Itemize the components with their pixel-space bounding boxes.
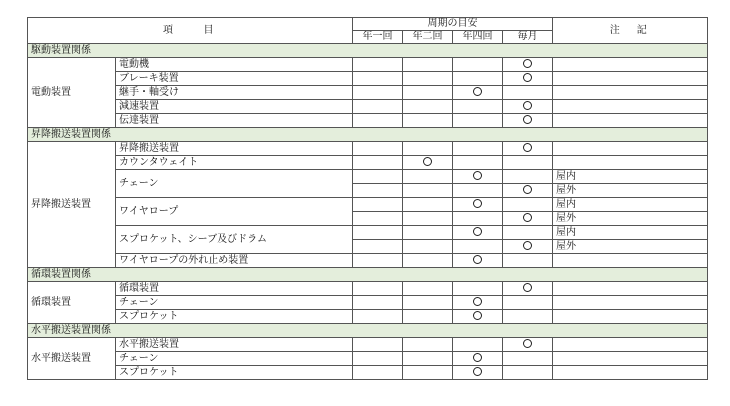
category-cell: 昇降搬送装置 (28, 142, 116, 268)
period-quarterly-cell (453, 338, 503, 352)
table-row (28, 366, 708, 380)
note-cell (553, 296, 708, 310)
period-semiannual-cell (403, 212, 453, 226)
circle-mark-icon (523, 73, 532, 82)
period-monthly-cell (503, 226, 553, 240)
period-monthly-cell (503, 310, 553, 324)
section-title: 水平搬送装置関係 (28, 324, 708, 338)
period-quarterly-cell (453, 282, 503, 296)
category-cell: 電動装置 (28, 58, 116, 128)
circle-mark-icon (523, 339, 532, 348)
period-semiannual-cell (403, 198, 453, 212)
table-row (28, 156, 708, 170)
period-monthly-cell (503, 156, 553, 170)
period-semiannual-cell (403, 296, 453, 310)
item-cell: 減速装置 (116, 100, 353, 114)
note-column-header: 注 記 (553, 18, 708, 44)
item-cell: スプロケット、シーブ及びドラム (116, 226, 353, 254)
period-quarterly-cell (453, 240, 503, 254)
section-header-row (28, 324, 708, 338)
period-annual-cell (353, 338, 403, 352)
period-monthly-cell (503, 282, 553, 296)
note-cell (553, 338, 708, 352)
period-semiannual-cell (403, 86, 453, 100)
note-cell (553, 58, 708, 72)
circle-mark-icon (523, 213, 532, 222)
period-semiannual-cell (403, 310, 453, 324)
period-quarterly-cell (453, 366, 503, 380)
period-quarterly-cell (453, 100, 503, 114)
period-monthly-cell (503, 296, 553, 310)
note-cell (553, 114, 708, 128)
period-quarterly-cell (453, 72, 503, 86)
period-monthly-header: 毎月 (503, 31, 553, 44)
note-cell (553, 100, 708, 114)
table-row (28, 282, 708, 296)
period-semiannual-cell (403, 352, 453, 366)
period-annual-cell (353, 352, 403, 366)
period-monthly-cell (503, 100, 553, 114)
item-cell: 電動機 (116, 58, 353, 72)
table-row (28, 58, 708, 72)
note-cell (553, 254, 708, 268)
period-annual-cell (353, 296, 403, 310)
table-row (28, 100, 708, 114)
item-cell: ワイヤロープの外れ止め装置 (116, 254, 353, 268)
period-annual-cell (353, 226, 403, 240)
table-row (28, 226, 708, 240)
table-row (28, 170, 708, 184)
period-monthly-cell (503, 142, 553, 156)
table-row (28, 142, 708, 156)
period-annual-cell (353, 282, 403, 296)
period-quarterly-cell (453, 254, 503, 268)
item-cell: スプロケット (116, 366, 353, 380)
circle-mark-icon (523, 59, 532, 68)
note-cell (553, 86, 708, 100)
period-annual-cell (353, 142, 403, 156)
period-annual-cell (353, 58, 403, 72)
period-monthly-cell (503, 198, 553, 212)
period-annual-cell (353, 72, 403, 86)
table-row (28, 338, 708, 352)
note-cell (553, 310, 708, 324)
period-semiannual-cell (403, 170, 453, 184)
period-annual-header: 年一回 (353, 31, 403, 44)
period-monthly-cell (503, 58, 553, 72)
item-cell: 伝達装置 (116, 114, 353, 128)
circle-mark-icon (473, 367, 482, 376)
section-title: 駆動装置関係 (28, 44, 708, 58)
period-annual-cell (353, 198, 403, 212)
period-quarterly-header: 年四回 (453, 31, 503, 44)
circle-mark-icon (473, 171, 482, 180)
period-semiannual-cell (403, 142, 453, 156)
period-quarterly-cell (453, 156, 503, 170)
table-row (28, 72, 708, 86)
period-quarterly-cell (453, 198, 503, 212)
table-row (28, 254, 708, 268)
period-quarterly-cell (453, 142, 503, 156)
period-monthly-cell (503, 338, 553, 352)
note-cell (553, 156, 708, 170)
section-title: 昇降搬送装置関係 (28, 128, 708, 142)
category-cell: 水平搬送装置 (28, 338, 116, 380)
section-title: 循環装置関係 (28, 268, 708, 282)
category-cell: 循環装置 (28, 282, 116, 324)
period-monthly-cell (503, 352, 553, 366)
circle-mark-icon (473, 255, 482, 264)
period-monthly-cell (503, 170, 553, 184)
period-quarterly-cell (453, 352, 503, 366)
period-monthly-cell (503, 86, 553, 100)
section-header-row (28, 128, 708, 142)
period-semiannual-cell (403, 254, 453, 268)
period-monthly-cell (503, 72, 553, 86)
item-cell: 循環装置 (116, 282, 353, 296)
period-annual-cell (353, 156, 403, 170)
note-cell: 屋外 (553, 240, 708, 254)
table-row (28, 198, 708, 212)
note-cell (553, 142, 708, 156)
period-monthly-cell (503, 184, 553, 198)
item-cell: 昇降搬送装置 (116, 142, 353, 156)
period-annual-cell (353, 184, 403, 198)
note-cell: 屋内 (553, 170, 708, 184)
section-header-row (28, 268, 708, 282)
table-row (28, 114, 708, 128)
table-row (28, 310, 708, 324)
period-monthly-cell (503, 240, 553, 254)
period-annual-cell (353, 240, 403, 254)
table-row (28, 352, 708, 366)
table-header-row (28, 18, 708, 31)
circle-mark-icon (523, 283, 532, 292)
circle-mark-icon (523, 241, 532, 250)
circle-mark-icon (523, 101, 532, 110)
table-row (28, 296, 708, 310)
note-cell (553, 282, 708, 296)
period-annual-cell (353, 212, 403, 226)
period-monthly-cell (503, 366, 553, 380)
period-annual-cell (353, 310, 403, 324)
period-quarterly-cell (453, 114, 503, 128)
circle-mark-icon (473, 199, 482, 208)
note-cell (553, 352, 708, 366)
period-annual-cell (353, 86, 403, 100)
period-quarterly-cell (453, 170, 503, 184)
item-column-header: 項 目 (28, 18, 353, 44)
circle-mark-icon (473, 297, 482, 306)
period-monthly-cell (503, 254, 553, 268)
note-cell: 屋外 (553, 212, 708, 226)
period-annual-cell (353, 114, 403, 128)
item-cell: チェーン (116, 352, 353, 366)
note-cell (553, 72, 708, 86)
period-semiannual-cell (403, 184, 453, 198)
item-cell: スプロケット (116, 310, 353, 324)
note-cell (553, 366, 708, 380)
period-semiannual-cell (403, 282, 453, 296)
period-semiannual-cell (403, 58, 453, 72)
item-cell: ブレーキ装置 (116, 72, 353, 86)
circle-mark-icon (473, 227, 482, 236)
section-header-row (28, 44, 708, 58)
period-annual-cell (353, 366, 403, 380)
period-semiannual-cell (403, 114, 453, 128)
circle-mark-icon (423, 157, 432, 166)
period-quarterly-cell (453, 212, 503, 226)
period-semiannual-header: 年二回 (403, 31, 453, 44)
circle-mark-icon (473, 311, 482, 320)
period-quarterly-cell (453, 226, 503, 240)
circle-mark-icon (473, 87, 482, 96)
period-semiannual-cell (403, 156, 453, 170)
inspection-schedule-table (27, 17, 708, 380)
period-quarterly-cell (453, 58, 503, 72)
circle-mark-icon (523, 115, 532, 124)
period-annual-cell (353, 100, 403, 114)
period-monthly-cell (503, 114, 553, 128)
item-cell: 継手・軸受け (116, 86, 353, 100)
period-monthly-cell (503, 212, 553, 226)
period-quarterly-cell (453, 86, 503, 100)
item-cell: カウンタウェイト (116, 156, 353, 170)
period-annual-cell (353, 170, 403, 184)
period-semiannual-cell (403, 240, 453, 254)
period-semiannual-cell (403, 100, 453, 114)
period-semiannual-cell (403, 366, 453, 380)
period-semiannual-cell (403, 226, 453, 240)
item-cell: 水平搬送装置 (116, 338, 353, 352)
period-annual-cell (353, 254, 403, 268)
note-cell: 屋内 (553, 226, 708, 240)
period-semiannual-cell (403, 338, 453, 352)
note-cell: 屋外 (553, 184, 708, 198)
period-quarterly-cell (453, 184, 503, 198)
circle-mark-icon (523, 143, 532, 152)
period-quarterly-cell (453, 296, 503, 310)
circle-mark-icon (473, 353, 482, 362)
table-row (28, 86, 708, 100)
period-semiannual-cell (403, 72, 453, 86)
item-cell: ワイヤロープ (116, 198, 353, 226)
item-cell: チェーン (116, 296, 353, 310)
circle-mark-icon (523, 185, 532, 194)
note-cell: 屋内 (553, 198, 708, 212)
period-quarterly-cell (453, 310, 503, 324)
item-cell: チェーン (116, 170, 353, 198)
period-column-header: 周期の目安 (353, 18, 553, 31)
